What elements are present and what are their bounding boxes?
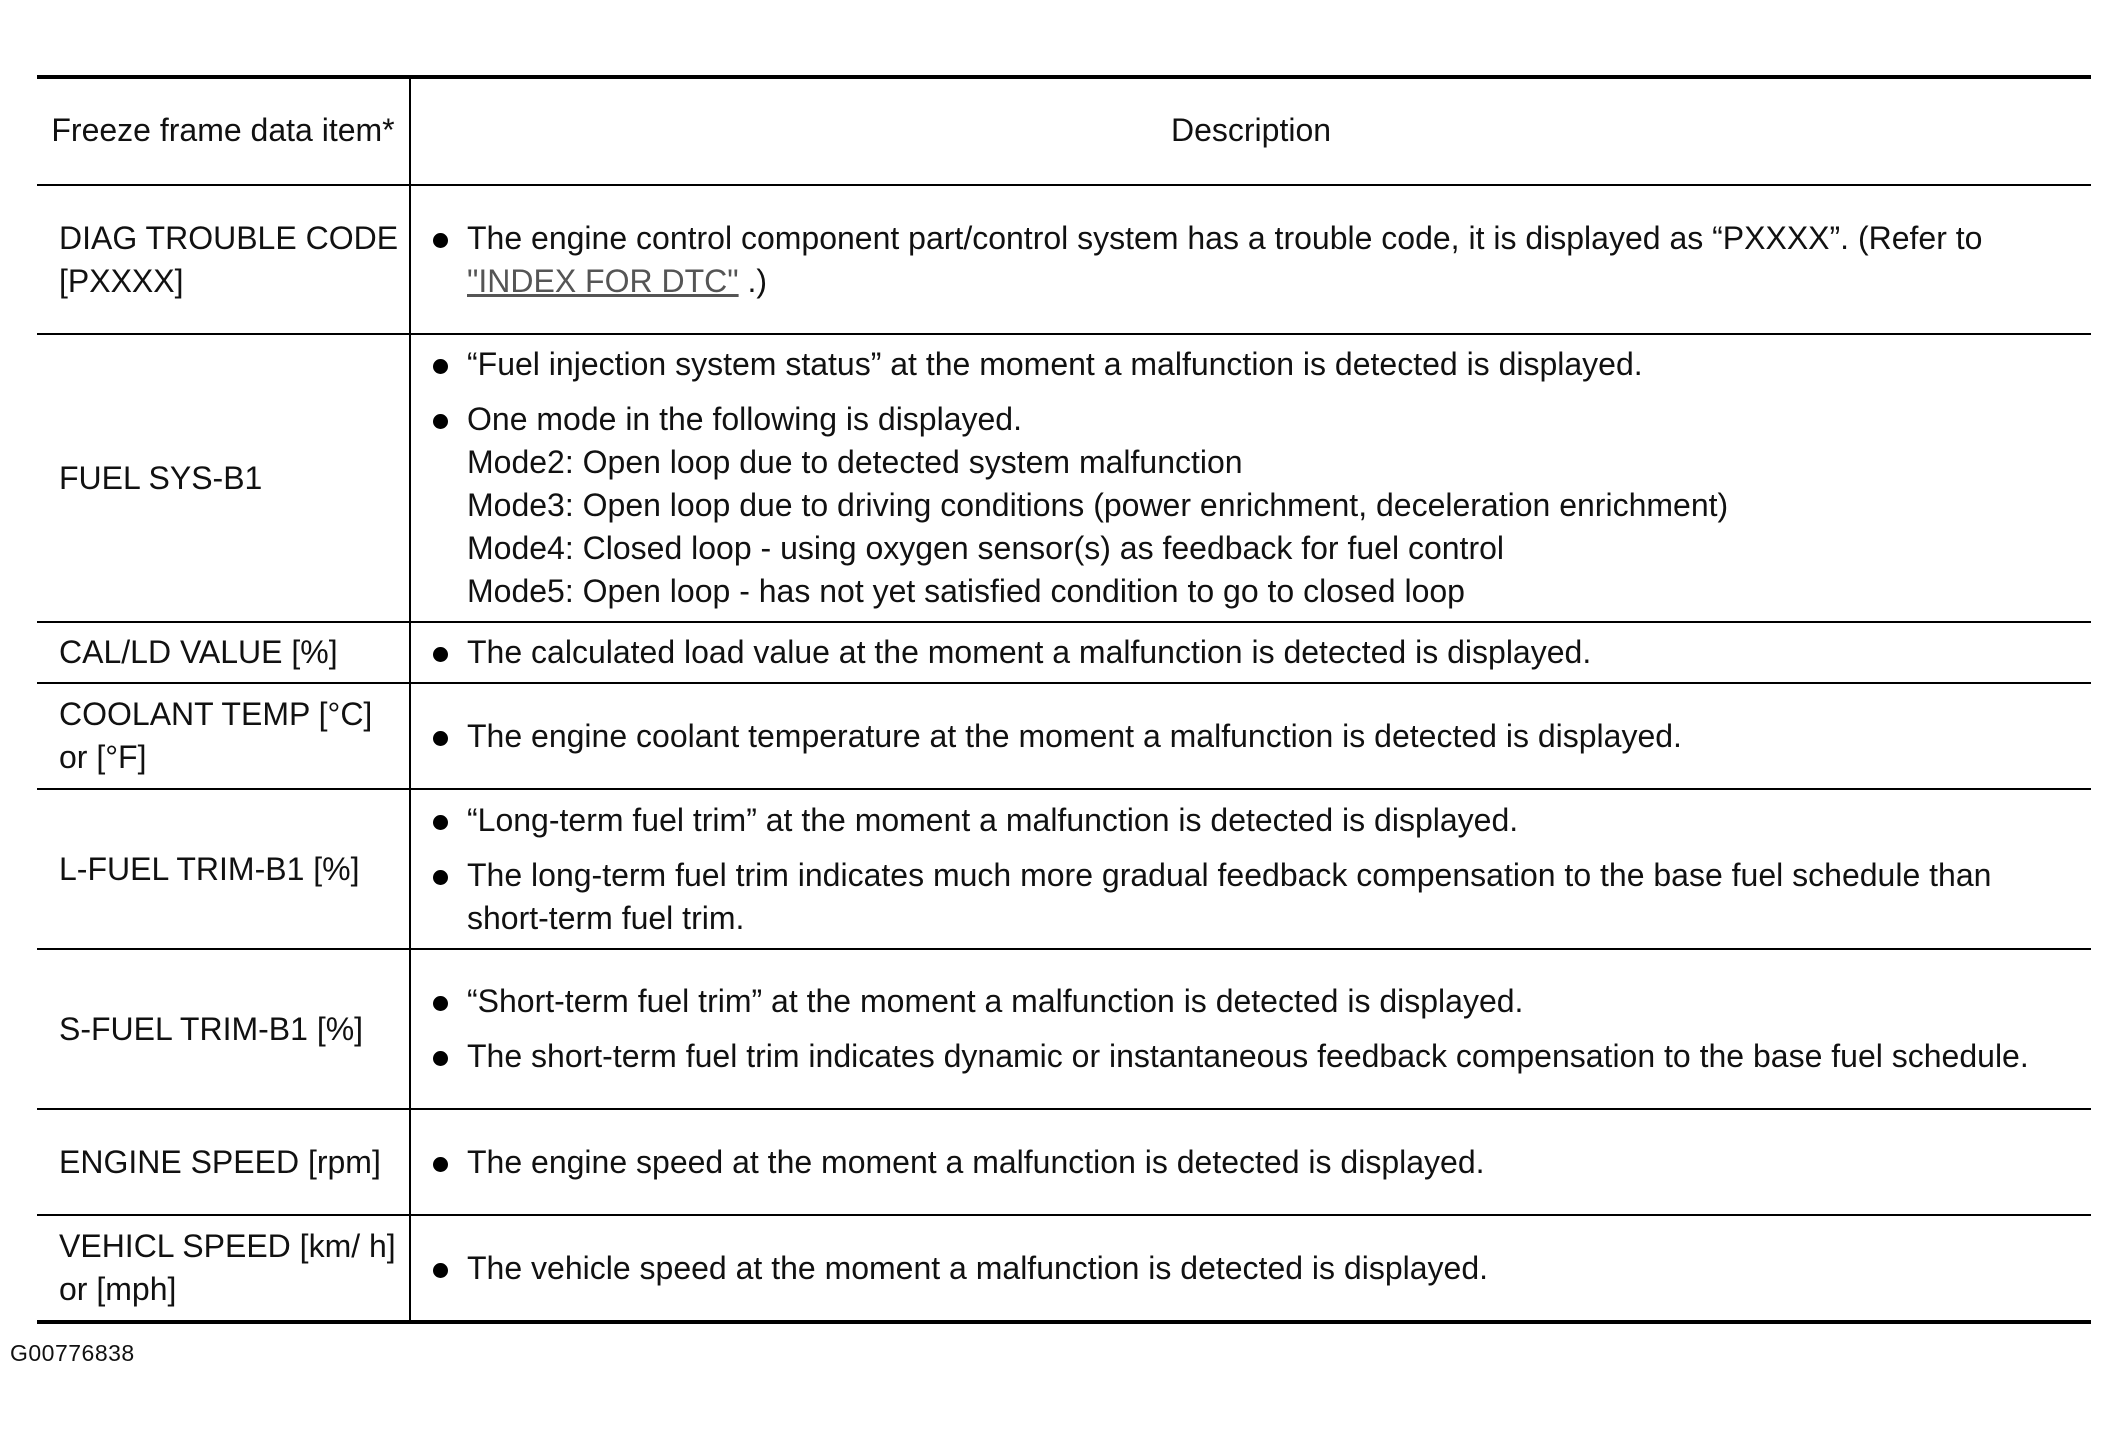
table-row [37,185,2091,334]
description-bullet [433,343,2071,386]
header-item: Freeze frame data item* [37,79,410,185]
row-description [410,334,2091,622]
description-text: The engine speed at the moment a malfunction is detected is displayed. [467,1143,1485,1180]
mode-line: Mode3: Open loop due to driving conditions (power enrichment, deceleration enrichment) [467,487,1729,523]
description-text: One mode in the following is displayed. [467,401,1022,437]
bullet-icon [433,996,448,1011]
bullet-icon [433,870,448,885]
description-text: The vehicle speed at the moment a malfunction is detected is displayed. [467,1249,1489,1286]
mode-line: Mode4: Closed loop - using oxygen sensor(s) as feedback for fuel control [467,530,1504,566]
table-row [37,1109,2091,1215]
description-bullet [433,980,2071,1023]
row-item-label: VEHICL SPEED [km/ h] or [mph] [37,1215,410,1320]
description-bullet [433,854,2071,940]
table-row [37,334,2091,622]
bullet-icon [433,1051,448,1066]
description-bullet [433,715,2071,758]
description-bullet [433,631,2071,674]
description-text-suffix: .) [738,262,768,299]
row-item-label: CAL/LD VALUE [%] [37,622,410,683]
description-text: The calculated load value at the moment a malfunction is detected is displayed. [467,634,1592,670]
table-header-row [37,79,2091,185]
mode-line: Mode2: Open loop due to detected system malfunction [467,444,1243,480]
bullet-icon [433,731,448,746]
description-bullet [433,799,2071,842]
description-text: The engine coolant temperature at the moment a malfunction is detected is displayed. [467,717,1682,754]
description-text: “Long-term fuel trim” at the moment a malfunction is detected is displayed. [467,801,1519,838]
mode-line: Mode5: Open loop - has not yet satisfied condition to go to closed loop [467,573,1465,609]
index-for-dtc-link[interactable]: "INDEX FOR DTC" [467,262,739,299]
row-item-label: S-FUEL TRIM-B1 [%] [37,949,410,1109]
bullet-icon [433,233,448,248]
table-row [37,949,2091,1109]
row-item-label: L-FUEL TRIM-B1 [%] [37,789,410,949]
row-item-label: DIAG TROUBLE CODE [PXXXX] [37,185,410,334]
description-bullet [433,217,2071,303]
description-bullet [433,398,2071,441]
bullet-icon [433,414,448,429]
header-description: Description [1170,112,1332,148]
row-description [410,622,2091,683]
description-text: The short-term fuel trim indicates dynamic or instantaneous feedback compensation to the base fuel schedule. [467,1038,2029,1074]
bullet-icon [433,815,448,830]
row-description [410,949,2091,1109]
row-item-label: ENGINE SPEED [rpm] [37,1109,410,1215]
bullet-icon [433,1263,448,1278]
bullet-icon [433,359,448,374]
row-description [410,789,2091,949]
table-row [37,789,2091,949]
description-text: “Short-term fuel trim” at the moment a malfunction is detected is displayed. [467,983,1524,1019]
table-row [37,622,2091,683]
description-text: The engine control component part/control system has a trouble code, it is displayed as “PXXXX”. (Refer to [467,219,1983,256]
description-text: “Fuel injection system status” at the moment a malfunction is detected is displayed. [467,346,1643,382]
bullet-icon [433,647,448,662]
row-description [410,683,2091,789]
bullet-icon [433,1157,448,1172]
description-text: The long-term fuel trim indicates much more gradual feedback compensation to the base fuel schedule than short-term fuel trim. [467,856,1992,936]
row-description [410,1109,2091,1215]
row-item-label: COOLANT TEMP [°C] or [°F] [37,683,410,789]
description-bullet [433,1247,2071,1290]
table-row [37,1215,2091,1320]
table-row [37,683,2091,789]
freeze-frame-table-container [37,75,2091,1324]
description-bullet [433,1141,2071,1184]
row-description [410,1215,2091,1320]
row-description [410,185,2091,334]
freeze-frame-table [37,79,2091,1320]
row-item-label: FUEL SYS-B1 [37,334,410,622]
description-bullet [433,1035,2071,1078]
figure-id: G00776838 [10,1340,135,1366]
